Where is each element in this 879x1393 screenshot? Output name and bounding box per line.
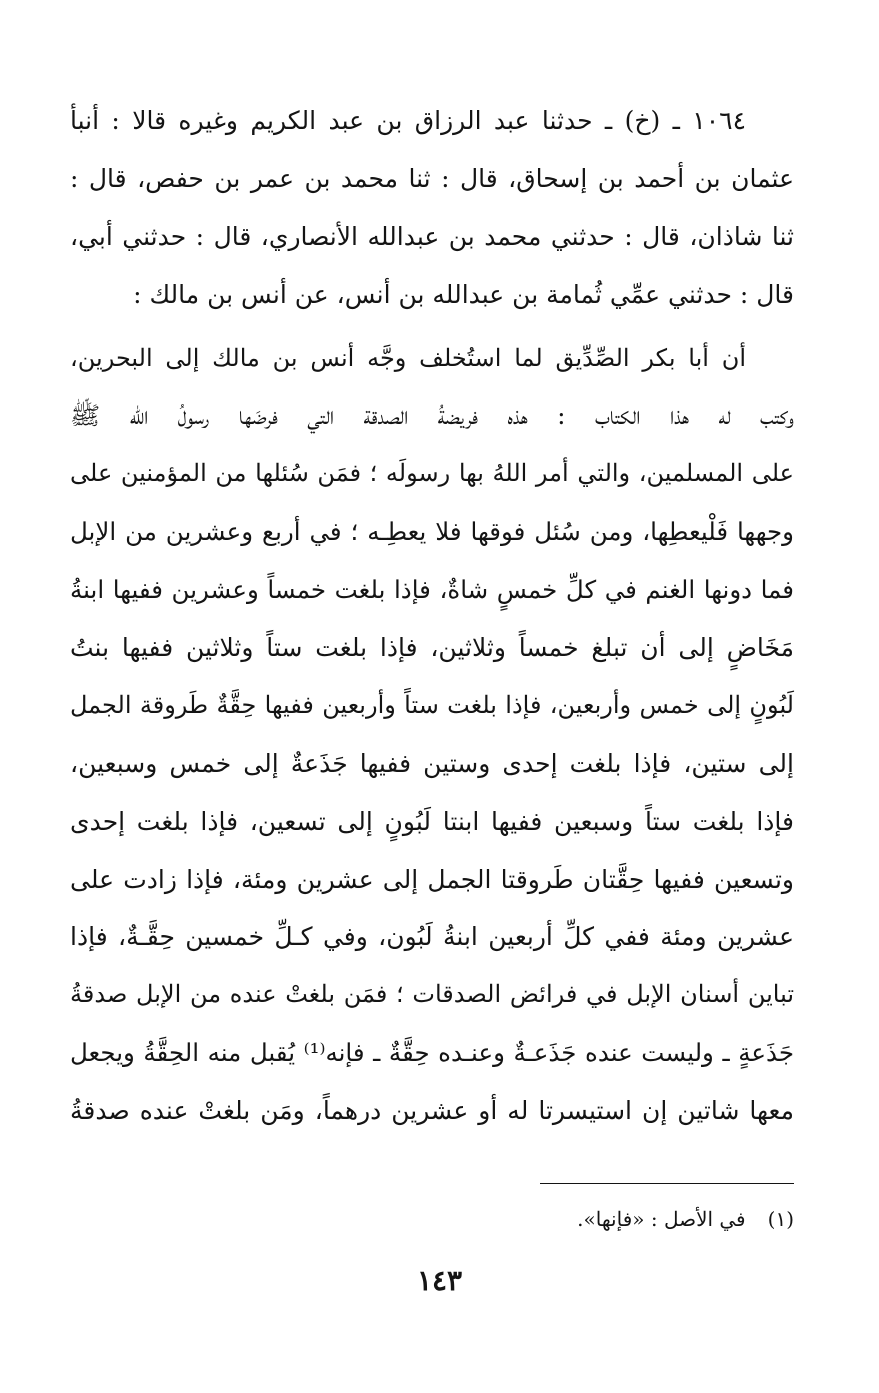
footnote-number: (١) [767, 1207, 794, 1231]
text-line: وكتب له هذا الكتاب : هذه فريضةُ الصدقة التي فرضَها رسولُ الله ﷺ [70, 401, 794, 431]
text-line: عشرين ومئة ففي كلِّ أربعين ابنةُ لَبُون، وفي كـلِّ خمسين حِقَّـةٌ، فإذا [70, 922, 794, 952]
text-line: مَخَاضٍ إلى أن تبلغ خمساً وثلاثين، فإذا بلغت ستاً وثلاثين ففيها بنتُ [70, 633, 794, 663]
text-line: جَذَعةٍ ـ وليست عنده جَذَعـةٌ وعنـده حِقَّةٌ ـ فإنه⁽¹⁾ يُقبل منه الحِقَّةُ ويجعل [70, 1038, 794, 1068]
text-line: إلى ستين، فإذا بلغت إحدى وستين ففيها جَذَعةٌ إلى خمس وسبعين، [70, 748, 794, 778]
text-line: عثمان بن أحمد بن إسحاق، قال : ثنا محمد بن عمر بن حفص، قال : [70, 163, 794, 193]
text-line: فما دونها الغنم في كلِّ خمسٍ شاةٌ، فإذا بلغت خمساً وعشرين ففيها ابنةُ [70, 575, 794, 605]
footnote-separator [540, 1183, 794, 1184]
text-line: ثنا شاذان، قال : حدثني محمد بن عبدالله الأنصاري، قال : حدثني أبي، [70, 221, 794, 251]
main-text [70, 92, 794, 1140]
footnote [70, 1203, 794, 1235]
text-line: فإذا بلغت ستاً وسبعين ففيها ابنتا لَبُونٍ إلى تسعين، فإذا بلغت إحدى [70, 806, 794, 836]
text-line: قال : حدثني عمِّي ثُمامة بن عبدالله بن أنس، عن أنس بن مالك : [133, 279, 794, 309]
text-line: أن أبا بكر الصِّدِّيق لما استُخلف وجَّه أنس بن مالك إلى البحرين، [70, 343, 746, 372]
text-line: وتسعين ففيها حِقَّتان طَروقتا الجمل إلى عشرين ومئة، فإذا زادت على [70, 864, 794, 894]
text-line: معها شاتين إن استيسرتا له أو عشرين درهماً، ومَن بلغتْ عنده صدقةُ [70, 1096, 794, 1126]
text-line: تباين أسنان الإبل في فرائض الصدقات ؛ فمَن بلغتْ عنده من الإبل صدقةُ [70, 980, 794, 1009]
text-line: ١٠٦٤ ـ (خ) ـ حدثنا عبد الرزاق بن عبد الكريم وغيره قالا : أنبأ [70, 106, 746, 135]
text-line: على المسلمين، والتي أمر اللهُ بها رسولَه ؛ فمَن سُئلها من المؤمنين على [70, 459, 794, 488]
text-line: لَبُونٍ إلى خمس وأربعين، فإذا بلغت ستاً وأربعين ففيها حِقَّةٌ طَروقة الجمل [70, 690, 794, 719]
page-number: ١٤٣ [416, 1264, 463, 1297]
text-line: وجهها فَلْيعطِها، ومن سُئل فوقها فلا يعطِـه ؛ في أربع وعشرين من الإبل [70, 517, 794, 547]
footnote-text: في الأصل : «فإنها». [577, 1207, 746, 1231]
